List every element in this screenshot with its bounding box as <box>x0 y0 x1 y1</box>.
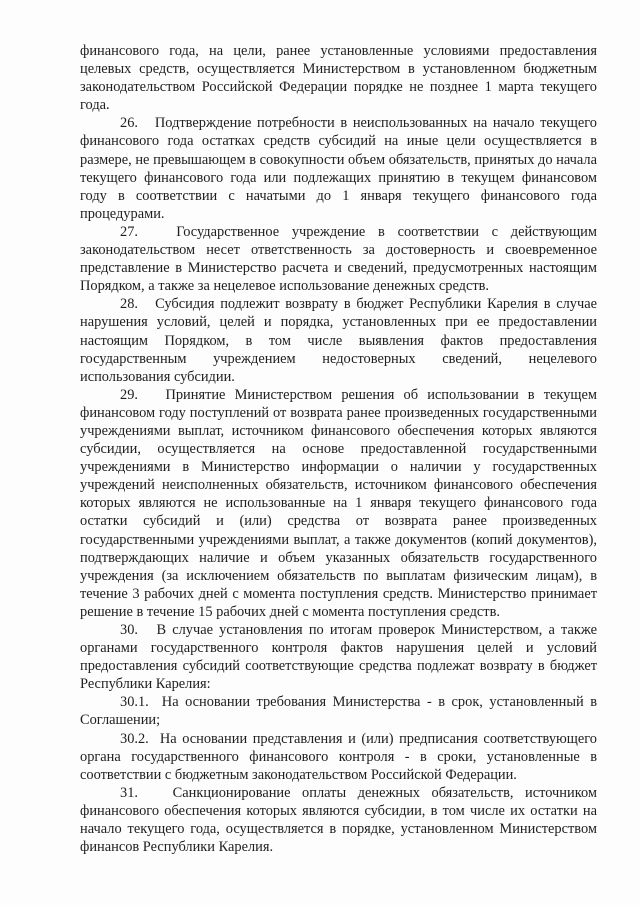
paragraph-29: 29. Принятие Министерством решения об использовании в текущем финансовом году поступлений от возврата ранее произведенных государственными учреждениями выплат, источником финансового обеспечения которых являются субсидии, осуществляется на основе предоставленной государственными учреждениями в Министерство информации о наличии у государственных учреждений неисполненных обязательств, источником финансового обеспечения которых являются не использованные на 1 января текущего финансового года остатки субсидий и (или) средства от возврата ранее произведенных государственными учреждениями выплат, а также документов (копий документов), подтверждающих наличие и объем указанных обязательств государственного учреждения (за исключением обязательств по выплатам физическим лицам), в течение 3 рабочих дней с момента поступления средств. Министерство принимает решение в течение 15 рабочих дней с момента поступления средств. <box>80 386 597 620</box>
paragraph-30-2: 30.2. На основании представления и (или) предписания соответствующего органа государственного финансового контроля - в сроки, установленные в соответствии с бюджетным законодательством Российской Федерации. <box>80 730 597 783</box>
paragraph-31: 31. Санкционирование оплаты денежных обязательств, источником финансового обеспечения которых являются субсидии, в том числе их остатки на начало текущего года, осуществляется в порядке, установленном Министерством финансов Республики Карелия. <box>80 784 597 856</box>
paragraph-28: 28. Субсидия подлежит возврату в бюджет Республики Карелия в случае нарушения условий, целей и порядка, установленных при ее предоставлении настоящим Порядком, в том числе выявления фактов предоставления государственным учреждением недостоверных сведений, нецелевого использования субсидии. <box>80 296 597 385</box>
paragraph-continuation: финансового года, на цели, ранее установленные условиями предоставления целевых средств, осуществляется Министерством в установленном бюджетным законодательством Российской Федерации порядке не позднее 1 марта текущего года. <box>80 43 597 114</box>
paragraph-30: 30. В случае установления по итогам проверок Министерством, а также органами государственного контроля фактов нарушения целей и условий предоставления субсидий соответствующие средства подлежат возврату в бюджет Республики Карелия: <box>80 622 597 693</box>
paragraph-27: 27. Государственное учреждение в соответствии с действующим законодательством несет ответственность за достоверность и своевременное представление в Министерство расчета и сведений, предусмотренных настоящим Порядком, а также за нецелевое использование денежных средств. <box>80 223 597 295</box>
paragraph-26: 26. Подтверждение потребности в неиспользованных на начало текущего финансового года остатках средств субсидий на иные цели осуществляется в размере, не превышающем в совокупности объем обязательств, принятых до начала текущего финансового года или подлежащих принятию в текущем финансовом году в соответствии с начатыми до 1 января текущего финансового года процедурами. <box>80 115 597 222</box>
paragraph-30-1: 30.1. На основании требования Министерства - в срок, установленный в Соглашении; <box>80 694 597 729</box>
document-body <box>80 42 597 856</box>
